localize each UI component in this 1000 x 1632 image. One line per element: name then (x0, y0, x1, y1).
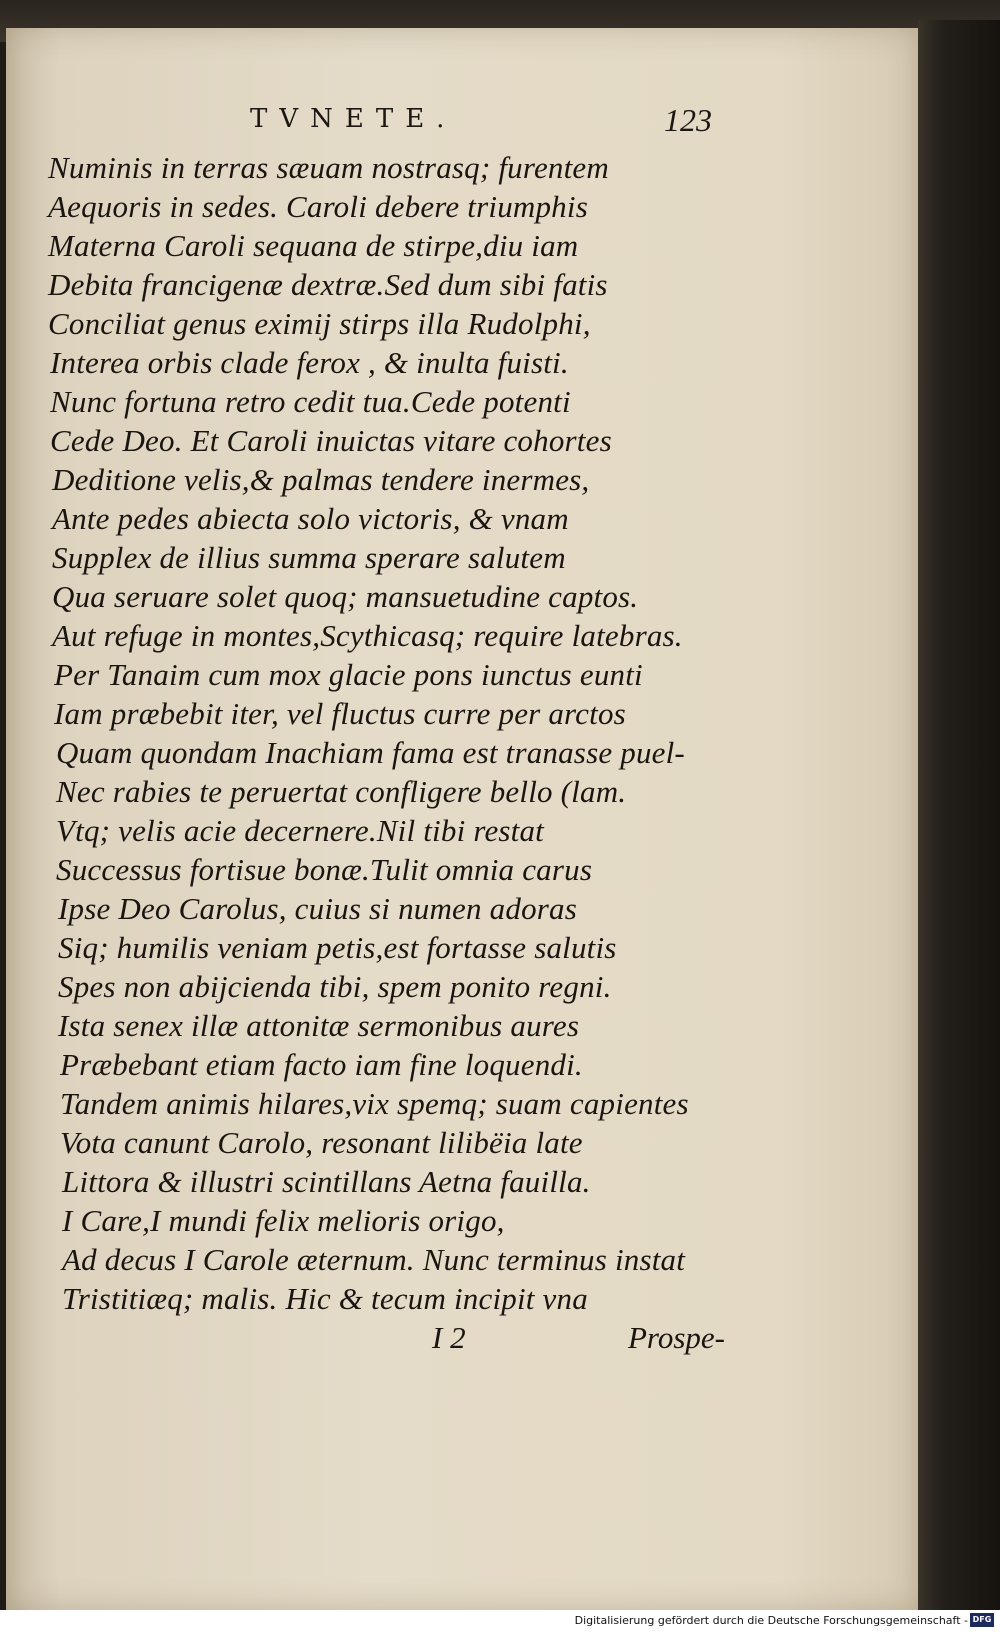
verse-line: Aut refuge in montes,Scythicasq; require latebras. (52, 618, 683, 653)
verse-line: Ista senex illæ attonitæ sermonibus aures (58, 1008, 580, 1043)
verse-line: I Care,I mundi felix melioris origo, (62, 1203, 505, 1238)
verse-line: Per Tanaim cum mox glacie pons iunctus eunti (54, 657, 643, 692)
running-head: TVNETE. (250, 104, 457, 134)
verse-line: Littora & illustri scintillans Aetna fauilla. (62, 1164, 591, 1199)
verse-line: Aequoris in sedes. Caroli debere triumphis (48, 189, 588, 224)
verse-line: Qua seruare solet quoq; mansuetudine captos. (52, 579, 639, 614)
verse-line: Materna Caroli sequana de stirpe,diu iam (48, 228, 579, 263)
verse-line: Debita francigenæ dextræ.Sed dum sibi fatis (48, 267, 608, 302)
verse-line: Iam præbebit iter, vel fluctus curre per arctos (54, 696, 626, 731)
verse-line: Nec rabies te peruertat confligere bello (lam. (56, 774, 627, 809)
footer-credit: Digitalisierung gefördert durch die Deutsche Forschungsgemeinschaft - (574, 1614, 968, 1627)
verse-line: Supplex de illius summa sperare salutem (52, 540, 566, 575)
book-edge (918, 20, 1000, 1610)
signature-mark: I 2 (432, 1320, 466, 1355)
verse-line: Spes non abijcienda tibi, spem ponito regni. (58, 969, 612, 1004)
verse-line: Conciliat genus eximij stirps illa Rudolphi, (48, 306, 591, 341)
verse-line: Numinis in terras sæuam nostrasq; furentem (48, 150, 609, 185)
verse-line: Quam quondam Inachiam fama est tranasse puel- (56, 735, 685, 770)
verse-line: Tristitiæq; malis. Hic & tecum incipit vna (62, 1281, 588, 1316)
verse-line: Ad decus I Carole æternum. Nunc terminus instat (62, 1242, 686, 1277)
verse-line: Cede Deo. Et Caroli inuictas vitare cohortes (50, 423, 612, 458)
verse-line: Præbebant etiam facto iam fine loquendi. (60, 1047, 583, 1082)
verse-line: Ipse Deo Carolus, cuius si numen adoras (58, 891, 577, 926)
verse-line: Tandem animis hilares,vix spemq; suam capientes (60, 1086, 689, 1121)
catchword: Prospe- (628, 1320, 725, 1355)
verse-line: Successus fortisue bonæ.Tulit omnia carus (56, 852, 593, 887)
verse-line: Vtq; velis acie decernere.Nil tibi restat (56, 813, 544, 848)
dfg-logo: DFG (970, 1613, 994, 1627)
page-number: 123 (664, 102, 712, 138)
verse-line: Vota canunt Carolo, resonant lilibëia late (60, 1125, 583, 1160)
verse-line: Interea orbis clade ferox , & inulta fuisti. (50, 345, 569, 380)
verse-line: Ante pedes abiecta solo victoris, & vnam (52, 501, 569, 536)
verse-line: Deditione velis,& palmas tendere inermes, (52, 462, 590, 497)
verse-line: Nunc fortuna retro cedit tua.Cede potenti (50, 384, 571, 419)
verse-line: Siq; humilis veniam petis,est fortasse salutis (58, 930, 617, 965)
